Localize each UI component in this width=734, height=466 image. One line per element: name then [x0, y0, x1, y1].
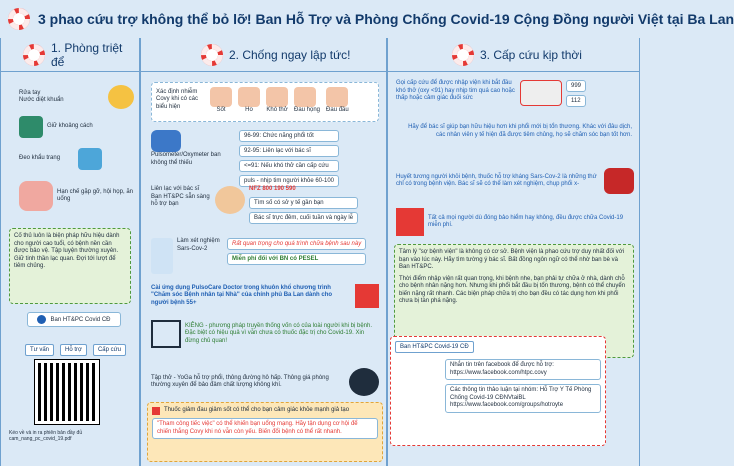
test-note: Rất quan trọng cho quá trình chữa bệnh sau này	[227, 238, 366, 250]
facebook-message-link[interactable]: Nhắn tin trên facebook để được hỗ trợ: https://www.facebook.com/htpc.covy	[445, 359, 601, 380]
yoga-icon	[349, 368, 379, 396]
symptoms-label: Xác định nhiễm Covy khi có các biểu hiện	[156, 88, 199, 110]
stay-home-note: Cố thủ luôn là biện pháp hữu hiệu dành cho người cao tuổi, có bệnh nền cần được bảo vệ. Tập luyện thường xuyên. Giữ tinh thần lạc quan. Đợi tới lượt để tiêm chủng.	[9, 228, 131, 304]
symptom-label: Ho	[245, 107, 253, 113]
logo-icon	[37, 315, 46, 324]
sore-throat-icon	[294, 87, 316, 107]
support-button[interactable]: Hỗ trợ	[60, 344, 87, 356]
fever-icon	[210, 87, 232, 107]
mask-icon	[78, 148, 102, 170]
ambulance-icon	[520, 80, 562, 106]
oxi-row: 96-99: Chức năng phổi tốt	[239, 130, 339, 142]
lifebuoy-icon	[201, 44, 223, 66]
warning-icon	[152, 407, 160, 415]
page-title: 3 phao cứu trợ không thể bỏ lỡ! Ban Hỗ Trợ và Phòng Chống Covid-19 Cộng Đồng người Việt tại Ba Lan	[38, 11, 734, 27]
emergency-button[interactable]: Cấp cứu	[93, 344, 126, 356]
doctor-row: Tìm số có sở y tế gần bạn	[249, 197, 358, 209]
distance-icon	[19, 116, 43, 138]
phone-999[interactable]: 999	[566, 80, 586, 92]
warning-text: Thuốc giảm đau giảm sốt có thể cho bạn cảm giác khỏe mạnh giả tạo	[164, 407, 350, 414]
oximeter-label: Pulsometer/Oxymeter ban không thể thiếu	[151, 152, 221, 166]
yoga-text: Tập thở - YoGa hỗ trợ phổi, thông đường hô hấp. Thông giá phòng thường xuyên để bảo đảm chất lượng không khí.	[151, 374, 329, 388]
doctor-label: Liên lạc với bác sĩ Ban HT&PC sẵn sàng hỗ trợ bạn	[151, 186, 210, 207]
oxi-row: 92-95: Liên lạc với bác sĩ	[239, 145, 339, 157]
lifebuoy-icon	[8, 8, 30, 30]
doctor-row: Bác sĩ trực đêm, cuối tuần và ngày lễ	[249, 212, 358, 224]
pulsocare-text: Cài ứng dụng PulsoCare Doctor trong khuôn khổ chương trình "Chăm sóc Bệnh nhân tại Nhà" của chính phủ Ba Lan dành cho người bệnh 55+	[151, 284, 333, 306]
symptom-label: Sốt	[216, 107, 226, 113]
column-heading: 3. Cấp cứu kịp thời	[480, 47, 582, 62]
test-tube-icon	[151, 238, 173, 274]
blood-bag-icon	[604, 168, 634, 194]
breath-icon	[266, 87, 288, 107]
doctor-icon	[215, 186, 245, 214]
qr-caption: Kéo về và in ra phiên bản đầy đủ cam_nang_pc_covid_19.pdf	[9, 430, 83, 443]
column-heading: 1. Phòng triệt để	[51, 40, 123, 69]
oxi-row: puls - nhịp tim người khỏe 60-100	[239, 175, 339, 187]
group-icon	[19, 181, 53, 211]
medical-cross-icon	[396, 208, 424, 236]
oximeter-icon	[151, 130, 181, 152]
hospital-note: Thời điểm nhập viện rất quan trọng, khi bệnh nhe, bạn phải tự chữa ở nhà, dành chỗ cho bệnh nhân nặng hơn. Nhưng khi phổi bắt đầu bị tổn thương, bệnh có thể chuyển biến nặng rất nhanh. Các biện pháp chữa trị cho bạn đều có tác dụng hơn khi phổi chưa bị tàn phá nặng.	[399, 275, 626, 304]
lifebuoy-icon	[23, 44, 45, 66]
kieng-text: KIÊNG - phương pháp truyền thống vốn có của loài người khi bị bệnh. Đặc biệt có hiệu quả vì vẫn chưa có thuốc đặc trị cho Covid-19. Xin đừng chủ quan!	[185, 322, 373, 344]
symptom-label: Đau đầu	[326, 107, 349, 113]
qr-code[interactable]	[35, 360, 99, 424]
call-text: Gọi cấp cứu để được nhập viện khi bắt đầu khó thở (oxy <91) hay nhịp tim quá cao hoặc thấp hoặc cảm giác đuối sức	[396, 80, 515, 101]
column-heading: 2. Chống ngay lập tức!	[229, 47, 351, 62]
hospital-icon	[355, 284, 379, 308]
free-treatment-text: Tất cả mọi người dù đóng bảo hiểm hay không, đều được chữa Covid-19 miễn phí.	[428, 214, 624, 228]
item-text: Hạn chế gặp gỡ, hội họp, ăn uống	[57, 188, 133, 202]
test-label: Làm xét nghiệm Sars-Cov-2	[177, 238, 220, 252]
column-prevention	[0, 38, 140, 466]
nfz-phone[interactable]: NFZ 800 190 590	[249, 186, 296, 192]
warning-text: "Tham công tiếc việc" có thể khiến bạn uổng mạng. Hãy tận dụng cơ hội để chiến thắng Covy khi nó vẫn còn yếu. Biến đổi bệnh có thể rất nhanh.	[152, 418, 378, 439]
headache-icon	[326, 87, 348, 107]
test-free: Miễn phí đối với BN có PESEL	[227, 253, 366, 265]
cough-icon	[238, 87, 260, 107]
home-icon	[151, 320, 181, 348]
header	[0, 0, 734, 38]
oxi-row: <=91: Nếu khó thở cần cấp cứu	[239, 160, 339, 172]
symptom-label: Đau họng	[294, 107, 321, 113]
column-fight	[140, 38, 387, 466]
org-card-title: Ban HT&PC Covid CĐ	[27, 312, 121, 327]
consult-button[interactable]: Tư vấn	[25, 344, 54, 356]
doctor-note: Hãy để bác sĩ giúp bạn hữu hiệu hơn khi phổi mới bị tổn thương. Khác với đâu dịch, các nhân viên y tế hiện đã được tiêm chủng, họ sẽ chăm sóc bạn tốt hơn.	[408, 124, 632, 138]
facebook-group-link[interactable]: Các thông tin thảo luận tại nhóm: Hỗ Trợ Y Tế Phòng Chống Covid-19 CĐNVtaiBL https://www.facebook.com/groups/hotroyte	[445, 384, 601, 413]
facebook-page-title[interactable]: Ban HT&PC Covid-19 CĐ	[395, 341, 474, 353]
item-text: Đeo khẩu trang	[19, 155, 61, 162]
plasma-text: Huyết tương người khỏi bệnh, thuốc hỗ trợ kháng Sars-Cov-2 là những thứ chỉ có trong bệnh viện. Bác sĩ sẽ có thể làm xét nghiệm, chụp phổi x-	[396, 173, 597, 187]
item-text: Giữ khoảng cách	[47, 123, 93, 130]
column-emergency	[387, 38, 640, 466]
handwash-icon	[108, 85, 134, 109]
item-text: Rửa tay Nước diệt khuẩn	[19, 89, 64, 103]
symptom-label: Khó thở	[266, 107, 288, 113]
phone-112[interactable]: 112	[566, 95, 586, 107]
lifebuoy-icon	[452, 44, 474, 66]
hospital-note: Tâm lý "sợ bệnh viện" là không có cơ sở. Bệnh viện là phao cứu trợ duy nhất đối với bạn vào lúc này. Hãy tìm tường ý bác sĩ. Bất đồng ngôn ngữ có thể nhờ ban bè và Ban HT&PC.	[399, 249, 625, 270]
